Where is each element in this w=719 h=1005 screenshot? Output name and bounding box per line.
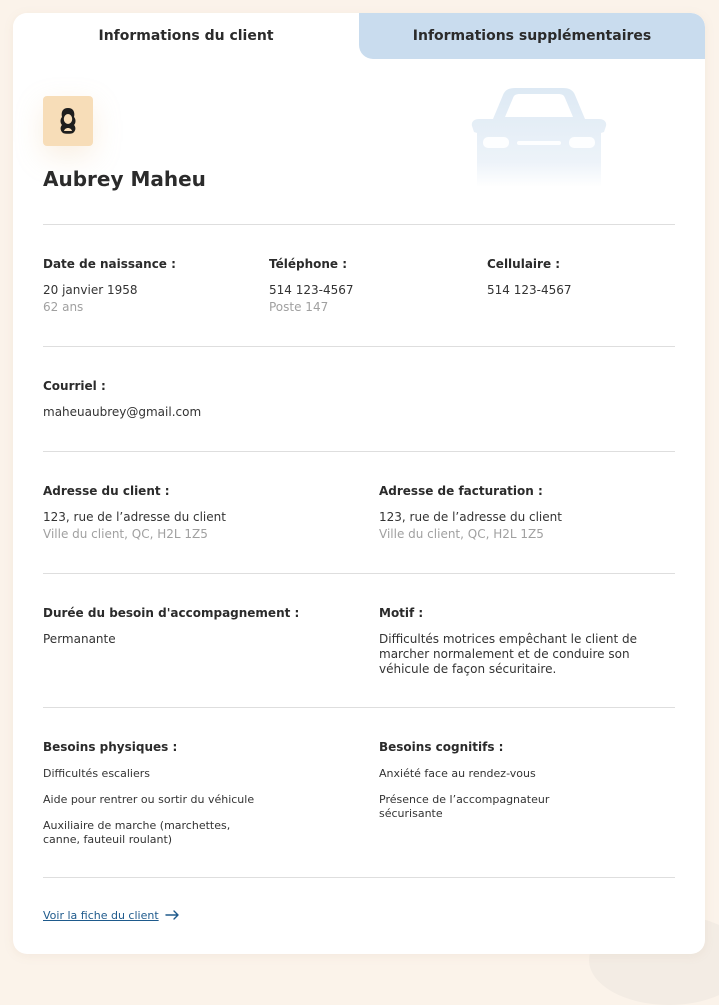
cell-label: Cellulaire : — [487, 257, 560, 271]
email-value: maheuaubrey@gmail.com — [43, 405, 201, 420]
phone-label: Téléphone : — [269, 257, 347, 271]
divider — [43, 346, 675, 347]
tab-client-info[interactable]: Informations du client — [13, 13, 359, 59]
physical-need-item: Difficultés escaliers — [43, 767, 273, 781]
tab-additional-info[interactable]: Informations supplémentaires — [359, 13, 705, 59]
motive-value: Difficultés motrices empêchant le client de marcher normalement et de conduire son véhicule de façon sécuritaire. — [379, 632, 649, 677]
divider — [43, 877, 675, 878]
billing-address-line2: Ville du client, QC, H2L 1Z5 — [379, 527, 544, 541]
arrow-right-icon[interactable] — [165, 909, 181, 921]
physical-need-item: Auxiliaire de marche (marchettes, canne, fauteuil roulant) — [43, 819, 243, 847]
client-address-line1: 123, rue de l’adresse du client — [43, 510, 226, 525]
client-address-label: Adresse du client : — [43, 484, 170, 498]
motive-label: Motif : — [379, 606, 423, 620]
age-value: 62 ans — [43, 300, 83, 314]
cognitive-needs-label: Besoins cognitifs : — [379, 740, 503, 754]
billing-address-line1: 123, rue de l’adresse du client — [379, 510, 562, 525]
cell-value: 514 123-4567 — [487, 283, 572, 298]
view-client-file-link[interactable]: Voir la fiche du client — [43, 909, 159, 922]
cognitive-need-item: Anxiété face au rendez-vous — [379, 767, 609, 781]
cognitive-need-item: Présence de l’accompagnateur sécurisante — [379, 793, 559, 821]
physical-needs-label: Besoins physiques : — [43, 740, 177, 754]
tab-bar — [13, 13, 705, 59]
car-icon — [469, 85, 609, 187]
support-duration-value: Permanante — [43, 632, 116, 647]
phone-value: 514 123-4567 — [269, 283, 354, 298]
email-label: Courriel : — [43, 379, 106, 393]
birth-date-label: Date de naissance : — [43, 257, 176, 271]
avatar — [43, 96, 93, 146]
client-info-card — [13, 13, 705, 954]
divider — [43, 573, 675, 574]
divider — [43, 224, 675, 225]
support-duration-label: Durée du besoin d'accompagnement : — [43, 606, 299, 620]
billing-address-label: Adresse de facturation : — [379, 484, 543, 498]
phone-extension: Poste 147 — [269, 300, 328, 314]
physical-need-item: Aide pour rentrer ou sortir du véhicule — [43, 793, 273, 807]
birth-date-value: 20 janvier 1958 — [43, 283, 137, 298]
divider — [43, 707, 675, 708]
client-address-line2: Ville du client, QC, H2L 1Z5 — [43, 527, 208, 541]
woman-avatar-icon — [57, 107, 79, 135]
client-name: Aubrey Maheu — [43, 167, 206, 191]
divider — [43, 451, 675, 452]
